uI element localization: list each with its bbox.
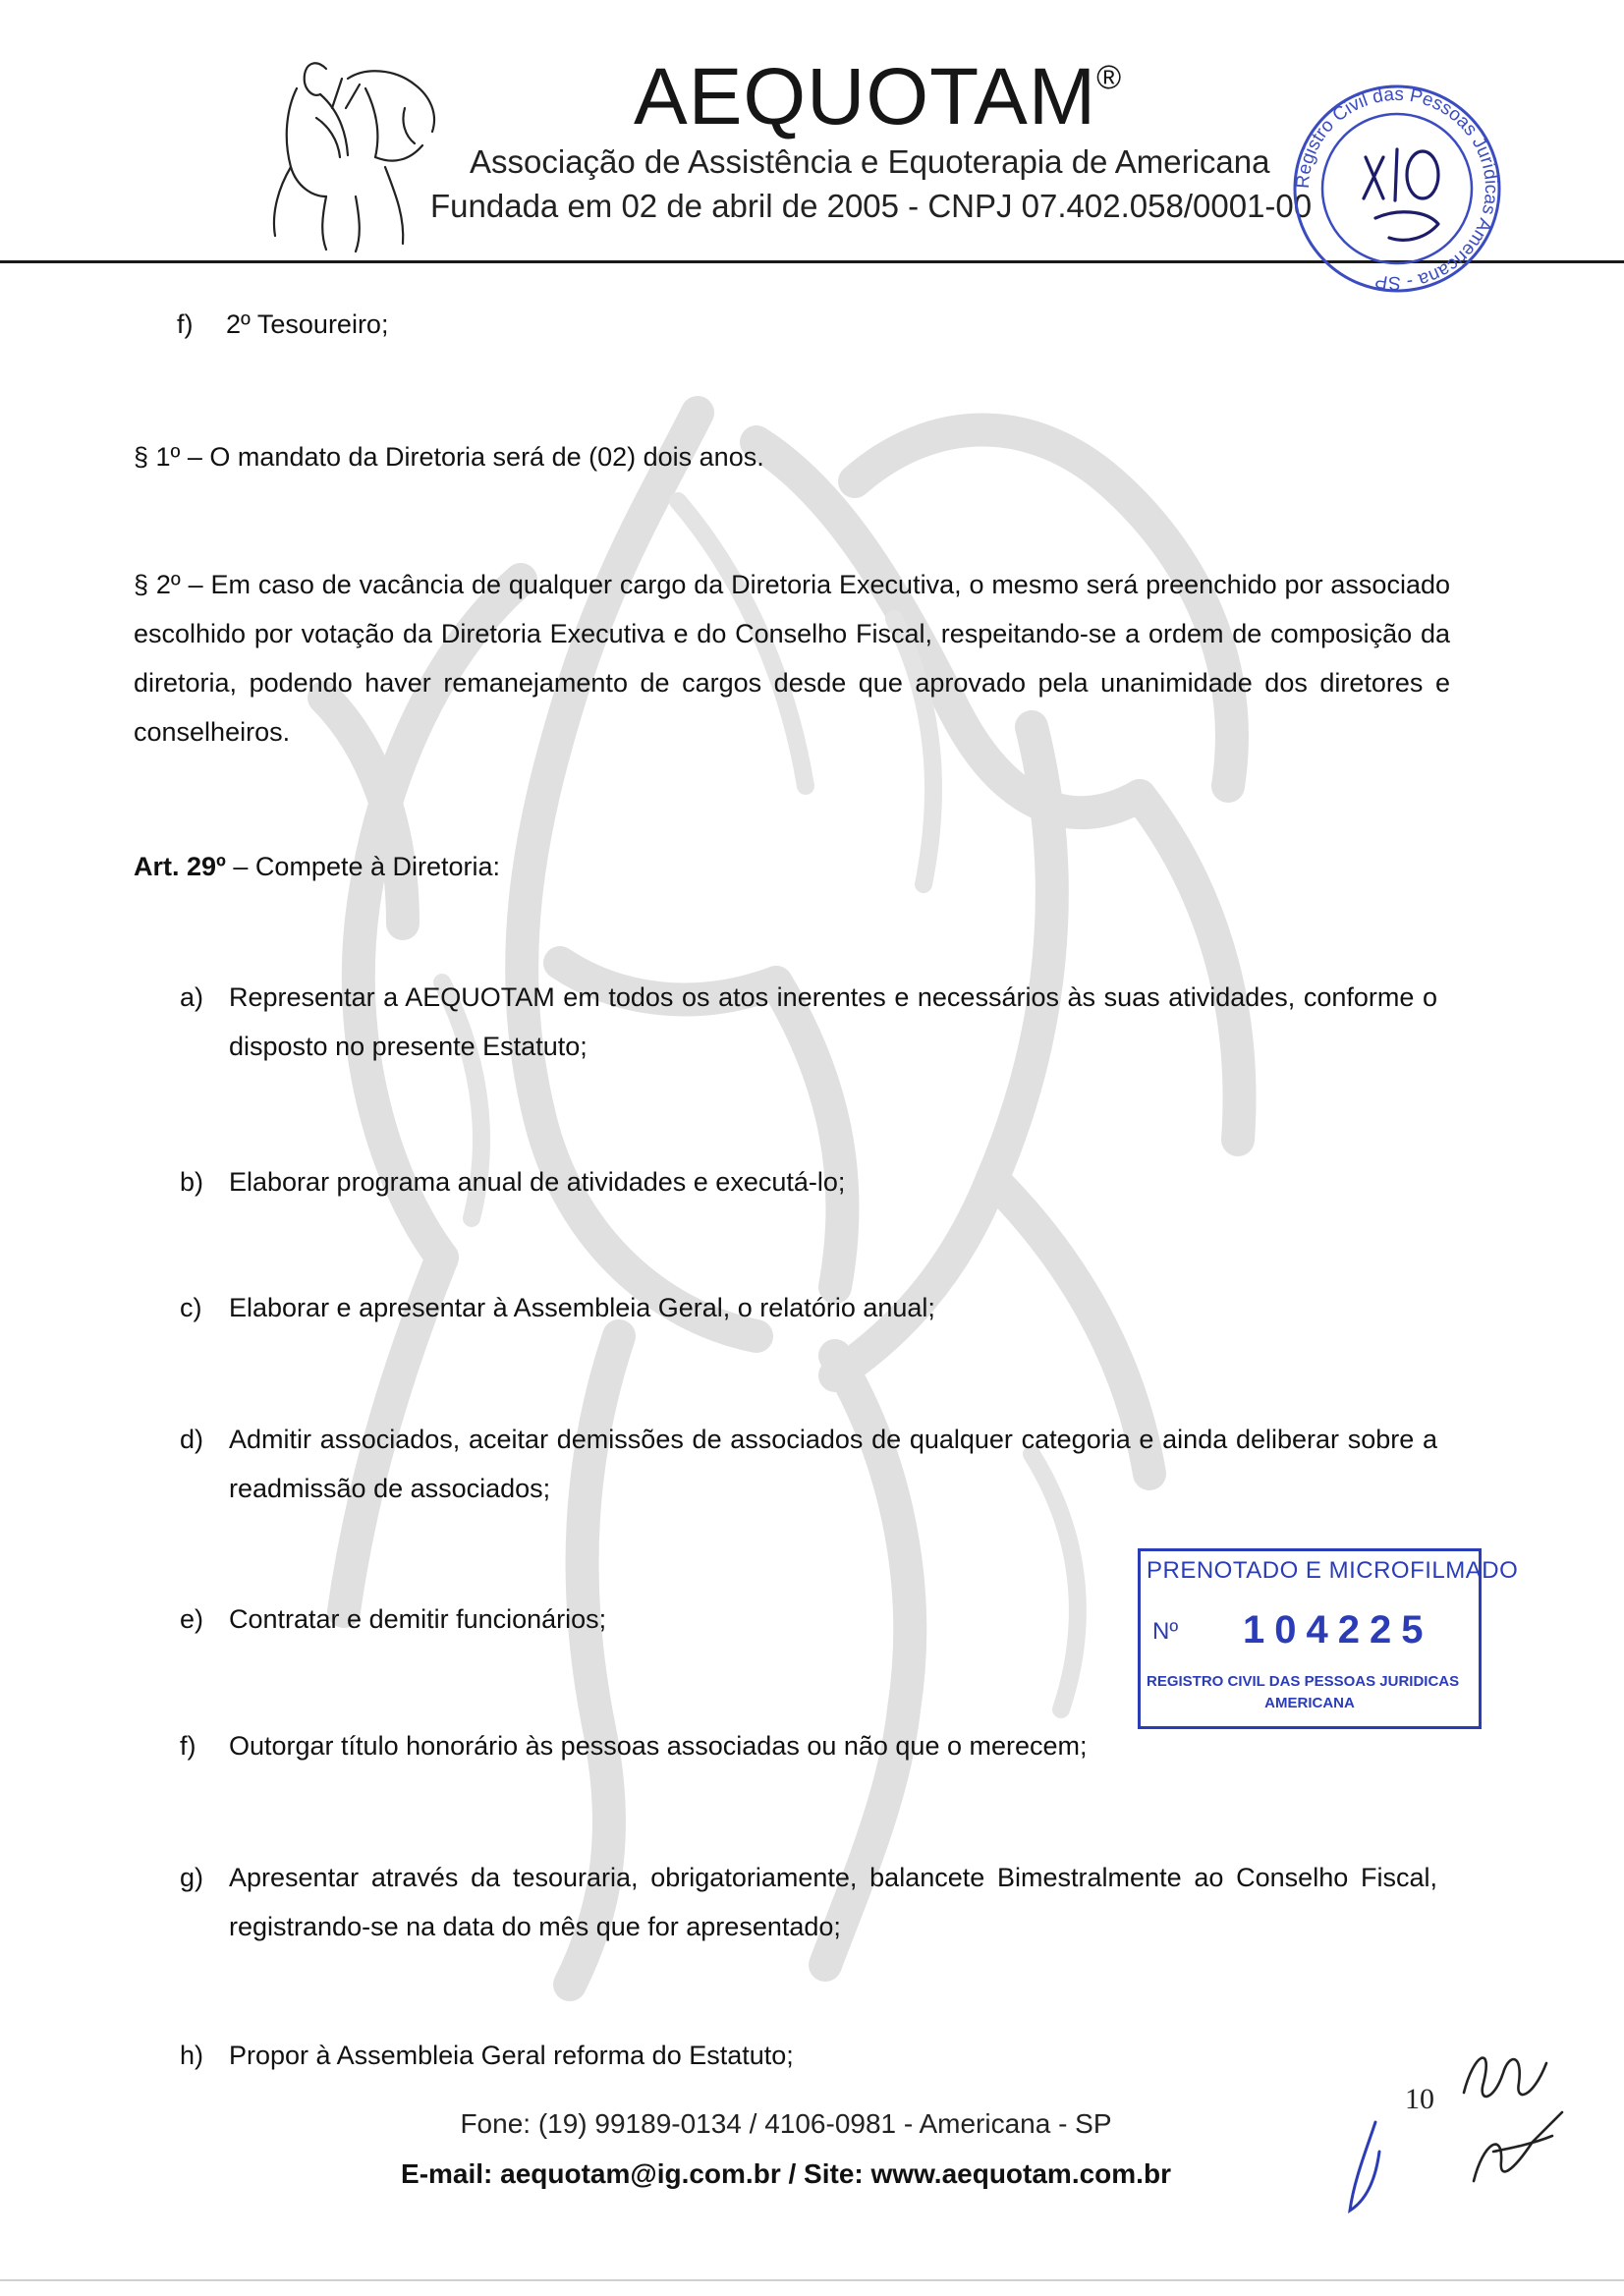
founding-info: Fundada em 02 de abril de 2005 - CNPJ 07.402.058/0001-00 <box>430 188 1313 224</box>
item-text: Admitir associados, aceitar demissões de associados de qualquer categoria e ainda deliberar sobre a readmissão de associados; <box>229 1425 1437 1503</box>
item-text: Representar a AEQUOTAM em todos os atos inerentes e necessários às suas atividades, conforme o disposto no presente Estatuto; <box>229 982 1437 1061</box>
item-label: f) <box>177 309 194 339</box>
article-heading <box>134 842 1450 891</box>
article-text: – Compete à Diretoria: <box>225 852 501 881</box>
microfilm-stamp <box>1138 1548 1519 1729</box>
registered-mark: ® <box>1096 59 1123 96</box>
stamp-number-label: Nº <box>1152 1618 1179 1645</box>
item-label: e) <box>180 1604 204 1634</box>
item-text: 2º Tesoureiro; <box>226 309 389 339</box>
footer-contact: E-mail: aequotam@ig.com.br / Site: www.aequotam.com.br <box>401 2158 1171 2189</box>
item-text: Elaborar programa anual de atividades e executá-lo; <box>229 1167 846 1197</box>
page-number: 10 <box>1405 2083 1434 2115</box>
horse-logo <box>257 49 444 255</box>
item-label: h) <box>180 2041 204 2070</box>
stamp-title: PRENOTADO E MICROFILMADO <box>1147 1557 1519 1584</box>
item-text: Contratar e demitir funcionários; <box>229 1604 607 1634</box>
paragraph-mandate: § 1º – O mandato da Diretoria será de (02) dois anos. <box>134 442 764 472</box>
item-text: Outorgar título honorário às pessoas associadas ou não que o merecem; <box>229 1731 1088 1761</box>
stamp-registry: REGISTRO CIVIL DAS PESSOAS JURIDICAS <box>1147 1673 1460 1690</box>
item-text: Apresentar através da tesouraria, obrigatoriamente, balancete Bimestralmente ao Conselho Fiscal, registrando-se na data do mês que for apresentado; <box>229 1863 1437 1941</box>
item-label: b) <box>180 1167 204 1197</box>
item-text: Propor à Assembleia Geral reforma do Estatuto; <box>229 2041 794 2070</box>
stamp-number: 104225 <box>1243 1608 1433 1652</box>
svg-text:Registro Civil das Pessoas Jur: Registro Civil das Pessoas Jurídicas Americana - SP <box>1292 84 1502 294</box>
bottom-edge <box>0 2279 1624 2281</box>
stamp-city: AMERICANA <box>1264 1695 1355 1711</box>
article-label: Art. 29º <box>134 852 226 881</box>
item-label: a) <box>180 982 204 1012</box>
association-name: Associação de Assistência e Equoterapia de Americana <box>470 143 1270 180</box>
paragraph-vacancy: § 2º – Em caso de vacância de qualquer cargo da Diretoria Executiva, o mesmo será preenchido por associado escolhido por votação da Diretoria Executiva e do Conselho Fiscal, respeitando-se a ordem de composição da diretoria, podendo haver remanejamento de cargos desde que aprovado pela unanimidade dos diretores e conselheiros. <box>134 570 1450 747</box>
handwritten-signature <box>1444 2034 1572 2201</box>
item-label: g) <box>180 1863 204 1892</box>
footer-phone: Fone: (19) 99189-0134 / 4106-0981 - Americana - SP <box>460 2108 1112 2139</box>
item-text: Elaborar e apresentar à Assembleia Geral, o relatório anual; <box>229 1293 935 1322</box>
registry-seal <box>1260 71 1535 299</box>
item-label: f) <box>180 1731 196 1761</box>
organization-name: AEQUOTAM® <box>634 52 1123 141</box>
item-label: c) <box>180 1293 202 1322</box>
item-label: d) <box>180 1425 204 1454</box>
initial-signature <box>1336 2112 1395 2220</box>
